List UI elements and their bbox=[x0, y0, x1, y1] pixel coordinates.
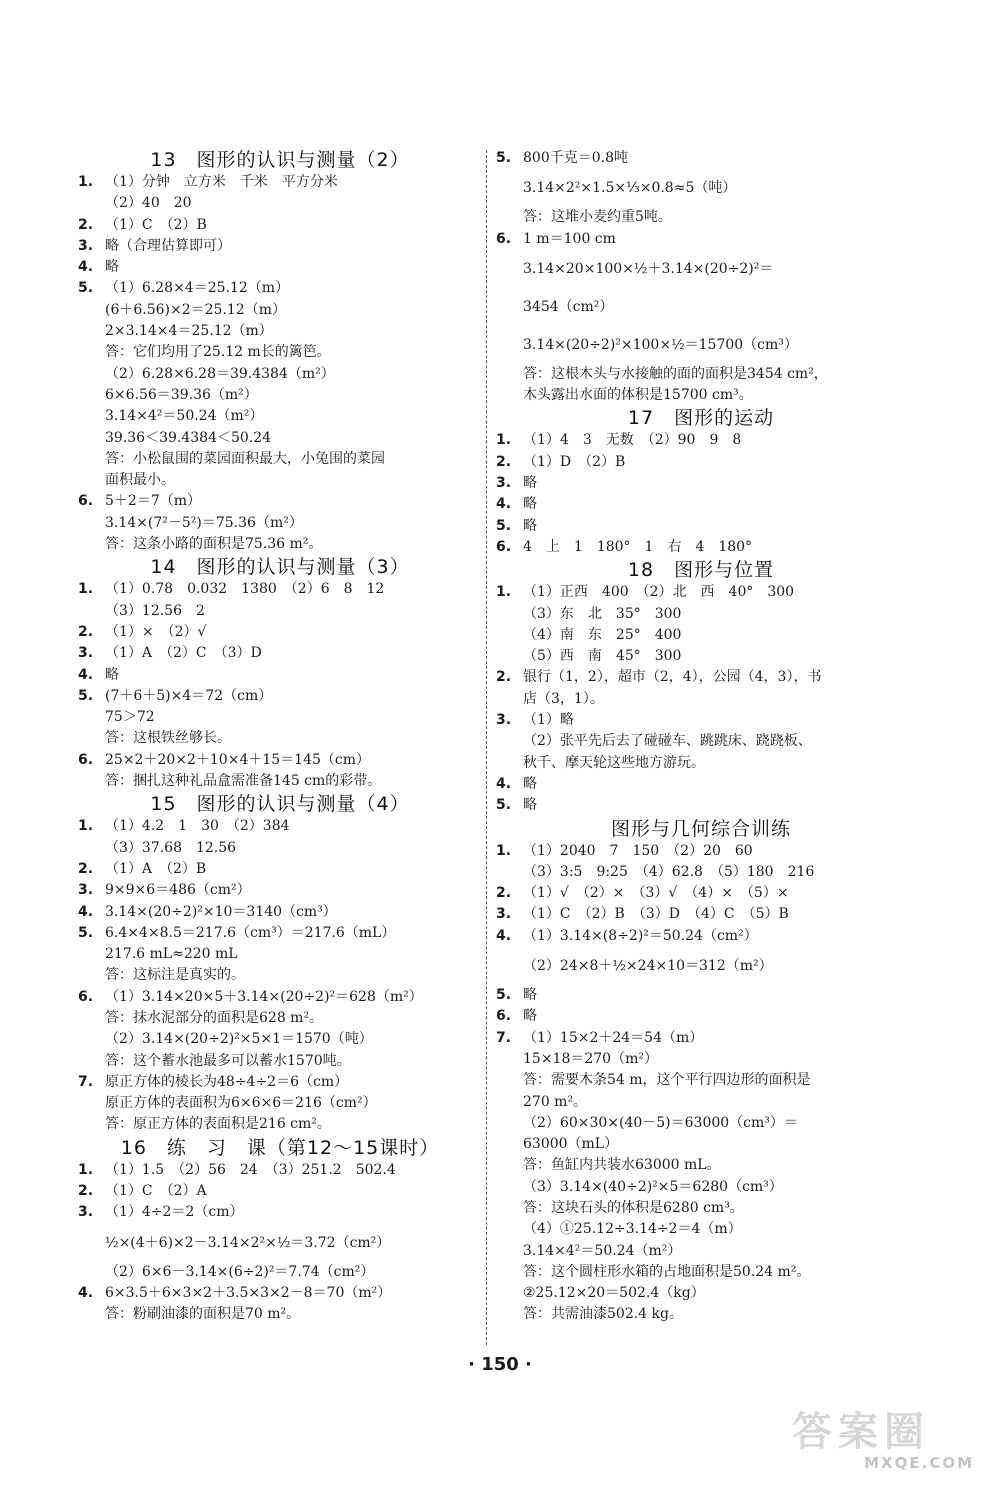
answer-text: 6×6.56＝39.36（m²） bbox=[105, 386, 258, 403]
answer-line bbox=[496, 753, 906, 774]
answer-line bbox=[78, 838, 482, 859]
answer-line bbox=[78, 278, 482, 299]
answer-line bbox=[496, 710, 906, 731]
answer-line bbox=[78, 236, 482, 257]
answer-line bbox=[496, 1028, 906, 1049]
answer-line bbox=[78, 1008, 482, 1029]
answer-line bbox=[78, 707, 482, 728]
answer-line bbox=[496, 430, 906, 451]
answer-text: （1）分钟 立方米 千米 平方分米 bbox=[105, 174, 338, 190]
question-number: 7. bbox=[78, 1073, 94, 1090]
answer-line bbox=[496, 1092, 906, 1113]
answer-text: 答：这根木头与水接触的面的面积是3454 cm²， bbox=[523, 365, 828, 382]
answer-text: （5）西 南 45° 300 bbox=[523, 648, 682, 665]
answer-text: 15×18＝270（m²） bbox=[523, 1050, 658, 1067]
answer-line bbox=[78, 728, 482, 749]
answer-line bbox=[496, 148, 906, 169]
question-number: 1. bbox=[78, 1161, 94, 1178]
answer-text: （2）60×30×(40－5)＝63000（cm³）＝ bbox=[523, 1114, 798, 1131]
watermark-sub: MXQE.COM bbox=[864, 1454, 974, 1472]
answer-text: 略 bbox=[523, 517, 537, 534]
answer-line bbox=[78, 923, 482, 944]
question-number: 5. bbox=[496, 517, 512, 534]
answer-text: （1）略 bbox=[523, 712, 574, 729]
answer-text: （2）24×8＋½×24×10＝312（m²） bbox=[523, 958, 773, 975]
answer-line bbox=[496, 646, 906, 667]
watermark-logo bbox=[792, 1410, 982, 1478]
answer-line bbox=[496, 625, 906, 646]
answer-line bbox=[78, 643, 482, 664]
answer-text: 店（3，1）。 bbox=[523, 690, 604, 707]
answer-text: 2×3.14×4＝25.12（m） bbox=[105, 323, 273, 340]
answer-text: 5＋2＝7（m） bbox=[105, 493, 201, 510]
question-number: 2. bbox=[78, 216, 94, 233]
answer-line bbox=[496, 207, 906, 228]
answer-text: 略 bbox=[523, 475, 537, 492]
answer-text: 6.4×4×8.5＝217.6（cm³）＝217.6（mL） bbox=[105, 924, 396, 941]
question-number: 2. bbox=[496, 885, 512, 902]
answer-text: 25×2＋20×2＋10×4＋15＝145（cm） bbox=[105, 751, 371, 768]
answer-text: 答：共需油漆502.4 kg。 bbox=[523, 1306, 683, 1323]
answer-line bbox=[78, 579, 482, 600]
question-number: 4. bbox=[78, 1284, 94, 1301]
question-number: 4. bbox=[496, 927, 512, 944]
answer-line bbox=[78, 1262, 482, 1283]
answer-line bbox=[496, 862, 906, 883]
answer-line bbox=[78, 771, 482, 792]
question-number: 1. bbox=[78, 174, 94, 190]
question-number: 4. bbox=[496, 775, 512, 792]
section-heading: 15 图形的认识与测量（4） bbox=[150, 793, 410, 816]
answer-line bbox=[496, 841, 906, 862]
answer-line bbox=[496, 537, 906, 558]
answer-line bbox=[496, 250, 906, 288]
answer-line bbox=[78, 513, 482, 534]
answer-text: 答：抹水泥部分的面积是628 m²。 bbox=[105, 1009, 324, 1026]
answer-line bbox=[78, 1072, 482, 1093]
answer-text: （1）× （2）√ bbox=[105, 623, 207, 640]
answer-line bbox=[78, 944, 482, 965]
answer-text: （1）1.5 （2）56 24 （3）251.2 502.4 bbox=[105, 1161, 396, 1178]
answer-line bbox=[78, 987, 482, 1008]
answer-text: （1）3.14×20×5＋3.14×(20÷2)²＝628（m²） bbox=[105, 988, 423, 1005]
answer-line bbox=[78, 1029, 482, 1050]
answer-text: 答：这个圆柱形水箱的占地面积是50.24 m²。 bbox=[523, 1263, 811, 1280]
answer-line bbox=[496, 1241, 906, 1262]
answer-line bbox=[496, 1155, 906, 1176]
answer-text: 面积最小。 bbox=[105, 472, 175, 489]
answer-line bbox=[78, 342, 482, 363]
answer-text: 略 bbox=[523, 496, 537, 513]
answer-text: （2）6×6－3.14×(6÷2)²＝7.74（cm²） bbox=[105, 1263, 375, 1280]
answer-text: 银行（1，2），超市（2，4），公园（4，3），书 bbox=[523, 669, 822, 686]
answer-text: 3.14×2²×1.5×⅓×0.8≈5（吨） bbox=[523, 180, 737, 197]
answer-text: 4 上 1 180° 1 右 4 180° bbox=[523, 538, 753, 555]
answer-text: （1）C （2）A bbox=[105, 1183, 207, 1200]
answer-text: 略 bbox=[523, 797, 537, 814]
answer-line bbox=[496, 385, 906, 406]
question-number: 1. bbox=[496, 842, 512, 859]
answer-line bbox=[496, 1198, 906, 1219]
answer-text: （4）南 东 25° 400 bbox=[523, 626, 682, 643]
answer-line bbox=[496, 947, 906, 985]
answer-line bbox=[78, 1093, 482, 1114]
answer-text: 答：它们均用了25.12 m长的篱笆。 bbox=[105, 344, 331, 361]
answer-text: 略 bbox=[523, 775, 537, 792]
answer-line bbox=[78, 449, 482, 470]
answer-line bbox=[78, 1181, 482, 1202]
answer-text: （1）正西 400 （2）北 西 40° 300 bbox=[523, 584, 795, 601]
answer-text: 答：这根铁丝够长。 bbox=[105, 730, 231, 747]
question-number: 3. bbox=[78, 645, 94, 662]
question-number: 2. bbox=[78, 623, 94, 640]
answer-text: （1）C （2）B （3）D （4）C （5）B bbox=[523, 906, 789, 923]
answer-text: 39.36＜39.4384＜50.24 bbox=[105, 429, 272, 446]
answer-line bbox=[496, 604, 906, 625]
section-heading: 14 图形的认识与测量（3） bbox=[150, 556, 410, 579]
answer-text: （1）15×2＋24＝54（m） bbox=[523, 1029, 704, 1046]
answer-line bbox=[78, 601, 482, 622]
answer-line bbox=[78, 880, 482, 901]
answer-line bbox=[78, 1202, 482, 1223]
answer-line bbox=[496, 582, 906, 603]
answer-line bbox=[496, 288, 906, 326]
answer-line bbox=[78, 665, 482, 686]
answer-line bbox=[78, 816, 482, 837]
answer-line bbox=[496, 1304, 906, 1325]
answer-text: 原正方体的表面积为6×6×6＝216（cm²） bbox=[105, 1095, 377, 1112]
answer-text: （1）0.78 0.032 1380 （2）6 8 12 bbox=[105, 581, 385, 598]
answer-text: 答：这堆小麦约重5吨。 bbox=[523, 209, 672, 226]
answer-text: 答：这个蓄水池最多可以蓄水1570吨。 bbox=[105, 1052, 351, 1069]
answer-line bbox=[78, 622, 482, 643]
answer-text: 3.14×4²＝50.24（m²） bbox=[105, 408, 264, 425]
answer-text: （1）A （2）C （3）D bbox=[105, 645, 262, 662]
section-heading: 13 图形的认识与测量（2） bbox=[150, 149, 410, 171]
answer-text: （2）张平先后去了碰碰车、跳跳床、跷跷板、 bbox=[523, 733, 812, 750]
question-number: 3. bbox=[78, 882, 94, 899]
answer-text: （1）A （2）B bbox=[105, 860, 207, 877]
answer-text: （3）3.14×(40÷2)²×5＝6280（cm³） bbox=[523, 1178, 783, 1195]
answer-text: （1）3.14×(8÷2)²＝50.24（cm²） bbox=[523, 927, 758, 944]
question-number: 5. bbox=[78, 687, 94, 704]
answer-line bbox=[496, 795, 906, 816]
question-number: 4. bbox=[78, 259, 94, 276]
answer-text: 63000（mL） bbox=[523, 1136, 619, 1153]
answer-text: ½×(4＋6)×2－3.14×2²×½＝3.72（cm²） bbox=[105, 1234, 391, 1251]
question-number: 7. bbox=[496, 1029, 512, 1046]
question-number: 1. bbox=[496, 584, 512, 601]
answer-text: 木头露出水面的体积是15700 cm³。 bbox=[523, 387, 753, 404]
answer-text: （1）D （2）B bbox=[523, 453, 626, 470]
column-divider bbox=[486, 150, 487, 1345]
question-number: 3. bbox=[496, 906, 512, 923]
answer-line bbox=[78, 1114, 482, 1135]
answer-line bbox=[496, 689, 906, 710]
answer-text: （1）C （2）B bbox=[105, 216, 207, 233]
answer-line bbox=[496, 904, 906, 925]
answer-text: 答：这块石头的体积是6280 cm³。 bbox=[523, 1199, 744, 1216]
answer-line bbox=[496, 1219, 906, 1240]
answer-text: 略 bbox=[105, 259, 119, 276]
answer-line bbox=[496, 926, 906, 947]
answer-text: （4）①25.12÷3.14÷2＝4（m） bbox=[523, 1221, 742, 1238]
answer-line bbox=[78, 491, 482, 512]
answer-text: 答：原正方体的表面积是216 cm²。 bbox=[105, 1116, 331, 1133]
answer-line bbox=[78, 406, 482, 427]
answer-line bbox=[496, 516, 906, 537]
question-number: 2. bbox=[496, 453, 512, 470]
answer-text: （1）4 3 无数 （2）90 9 8 bbox=[523, 432, 742, 449]
question-number: 5. bbox=[78, 280, 94, 297]
answer-text: 3.14×(20÷2)²×10＝3140（cm³） bbox=[105, 903, 337, 920]
answer-line bbox=[78, 1283, 482, 1304]
answer-line bbox=[496, 169, 906, 207]
answer-text: 3.14×(20÷2)²×100×½＝15700（cm³） bbox=[523, 336, 798, 353]
question-number: 6. bbox=[496, 1008, 512, 1025]
answer-text: 答：需要木条54 m，这个平行四边形的面积是 bbox=[523, 1072, 811, 1089]
question-number: 1. bbox=[78, 818, 94, 835]
answer-text: 略 bbox=[523, 987, 537, 1004]
answer-line bbox=[496, 1283, 906, 1304]
answer-text: 答：这条小路的面积是75.36 m²。 bbox=[105, 536, 323, 553]
answer-text: 1 m＝100 cm bbox=[523, 230, 616, 247]
answer-line bbox=[78, 428, 482, 449]
answer-text: （1）2040 7 150 （2）20 60 bbox=[523, 842, 753, 859]
question-number: 3. bbox=[78, 1204, 94, 1221]
question-number: 5. bbox=[496, 987, 512, 1004]
answer-text: （1）4.2 1 30 （2）384 bbox=[105, 818, 290, 835]
answer-line bbox=[78, 534, 482, 555]
answer-line bbox=[496, 364, 906, 385]
question-number: 1. bbox=[78, 581, 94, 598]
answer-line bbox=[496, 774, 906, 795]
answer-line bbox=[496, 1049, 906, 1070]
question-number: 4. bbox=[78, 666, 94, 683]
watermark-main: 答案圈 bbox=[792, 1409, 930, 1455]
question-number: 6. bbox=[78, 988, 94, 1005]
answer-text: （2）6.28×6.28＝39.4384（m²） bbox=[105, 365, 335, 382]
answer-text: 答：小松鼠围的菜园面积最大，小兔围的菜园 bbox=[105, 450, 385, 467]
answer-text: （1）√ （2）× （3）√ （4）× （5）× bbox=[523, 885, 789, 902]
answer-text: 略 bbox=[523, 1008, 537, 1025]
answer-line bbox=[78, 300, 482, 321]
question-number: 3. bbox=[496, 475, 512, 492]
answer-line bbox=[496, 667, 906, 688]
answer-text: 9×9×6＝486（cm²） bbox=[105, 882, 251, 899]
answer-text: 800千克＝0.8吨 bbox=[523, 150, 628, 166]
answer-line bbox=[496, 1113, 906, 1134]
answer-line bbox=[78, 193, 482, 214]
answer-line bbox=[496, 229, 906, 250]
answer-line bbox=[78, 364, 482, 385]
answer-line bbox=[496, 883, 906, 904]
answer-line bbox=[78, 965, 482, 986]
answer-line bbox=[78, 1224, 482, 1262]
answer-line bbox=[78, 902, 482, 923]
answer-text: 答：这标注是真实的。 bbox=[105, 967, 245, 984]
answer-line bbox=[496, 985, 906, 1006]
answer-text: （3）3:5 9:25 （4）62.8 （5）180 216 bbox=[523, 863, 815, 880]
section-heading: 18 图形与位置 bbox=[627, 559, 775, 582]
answer-line bbox=[496, 452, 906, 473]
answer-line bbox=[78, 257, 482, 278]
answer-text: （1）6.28×4＝25.12（m） bbox=[105, 280, 290, 297]
answer-text: （1）4÷2＝2（cm） bbox=[105, 1204, 244, 1221]
answer-text: （2）40 20 bbox=[105, 195, 192, 212]
question-number: 1. bbox=[496, 432, 512, 449]
answer-text: 3.14×4²＝50.24（m²） bbox=[523, 1242, 682, 1259]
answer-text: 3.14×(7²－5²)＝75.36（m²） bbox=[105, 514, 303, 531]
answer-text: 217.6 mL≈220 mL bbox=[105, 946, 238, 963]
question-number: 6. bbox=[78, 493, 94, 510]
question-number: 3. bbox=[496, 712, 512, 729]
answer-text: 原正方体的棱长为48÷4÷2＝6（cm） bbox=[105, 1073, 349, 1090]
answer-text: （3）东 北 35° 300 bbox=[523, 605, 682, 622]
page-number: · 150 · bbox=[468, 1354, 532, 1375]
answer-line bbox=[496, 1177, 906, 1198]
answer-line bbox=[496, 731, 906, 752]
question-number: 6. bbox=[78, 751, 94, 768]
right-column bbox=[496, 148, 906, 1326]
answer-text: 75＞72 bbox=[105, 709, 155, 726]
answer-line bbox=[78, 321, 482, 342]
answer-line bbox=[78, 686, 482, 707]
answer-text: 6×3.5＋6×3×2＋3.5×3×2－8＝70（m²） bbox=[105, 1284, 392, 1301]
answer-text: 秋千、摩天轮这些地方游玩。 bbox=[523, 754, 705, 771]
answer-line bbox=[496, 1134, 906, 1155]
answer-line bbox=[496, 494, 906, 515]
answer-text: （3）37.68 12.56 bbox=[105, 839, 237, 856]
question-number: 6. bbox=[496, 538, 512, 555]
answer-text: (7＋6＋5)×4＝72（cm） bbox=[105, 687, 273, 704]
answer-line bbox=[78, 172, 482, 193]
answer-text: （2）3.14×(20÷2)²×5×1＝1570（吨） bbox=[105, 1031, 373, 1048]
question-number: 4. bbox=[496, 496, 512, 513]
answer-line bbox=[78, 1304, 482, 1325]
question-number: 2. bbox=[496, 669, 512, 686]
answer-text: （3）12.56 2 bbox=[105, 602, 205, 619]
answer-text: ②25.12×20＝502.4（kg） bbox=[523, 1285, 705, 1302]
answer-line bbox=[496, 1262, 906, 1283]
question-number: 5. bbox=[78, 924, 94, 941]
answer-line bbox=[78, 1160, 482, 1181]
answer-text: 答：粉刷油漆的面积是70 m²。 bbox=[105, 1306, 301, 1323]
answer-line bbox=[496, 326, 906, 364]
answer-text: (6＋6.56)×2＝25.12（m） bbox=[105, 301, 286, 318]
answer-text: 答：捆扎这种礼品盒需准备145 cm的彩带。 bbox=[105, 773, 382, 790]
answer-line bbox=[78, 215, 482, 236]
answer-line bbox=[78, 385, 482, 406]
answer-text: 3454（cm²） bbox=[523, 298, 614, 315]
answer-text: 3.14×20×100×½＋3.14×(20÷2)²＝ bbox=[523, 260, 774, 277]
answer-line bbox=[78, 750, 482, 771]
answer-line bbox=[496, 473, 906, 494]
answer-text: 270 m²。 bbox=[523, 1093, 588, 1110]
left-column bbox=[78, 148, 482, 1326]
answer-line bbox=[78, 470, 482, 491]
question-number: 4. bbox=[78, 903, 94, 920]
section-heading: 图形与几何综合训练 bbox=[610, 817, 791, 840]
answer-line bbox=[496, 1006, 906, 1027]
question-number: 6. bbox=[496, 230, 512, 247]
question-number: 2. bbox=[78, 860, 94, 877]
question-number: 5. bbox=[496, 150, 512, 166]
answer-text: 略（合理估算即可） bbox=[105, 237, 231, 254]
section-heading: 16 练 习 课（第12～15课时） bbox=[120, 1136, 440, 1159]
answer-line bbox=[78, 1051, 482, 1072]
question-number: 5. bbox=[496, 797, 512, 814]
section-heading: 17 图形的运动 bbox=[627, 407, 775, 430]
answer-text: 答：鱼缸内共装水63000 mL。 bbox=[523, 1157, 721, 1174]
answer-text: 略 bbox=[105, 666, 119, 683]
answer-line bbox=[78, 859, 482, 880]
answer-line bbox=[496, 1070, 906, 1091]
question-number: 2. bbox=[78, 1183, 94, 1200]
question-number: 3. bbox=[78, 237, 94, 254]
